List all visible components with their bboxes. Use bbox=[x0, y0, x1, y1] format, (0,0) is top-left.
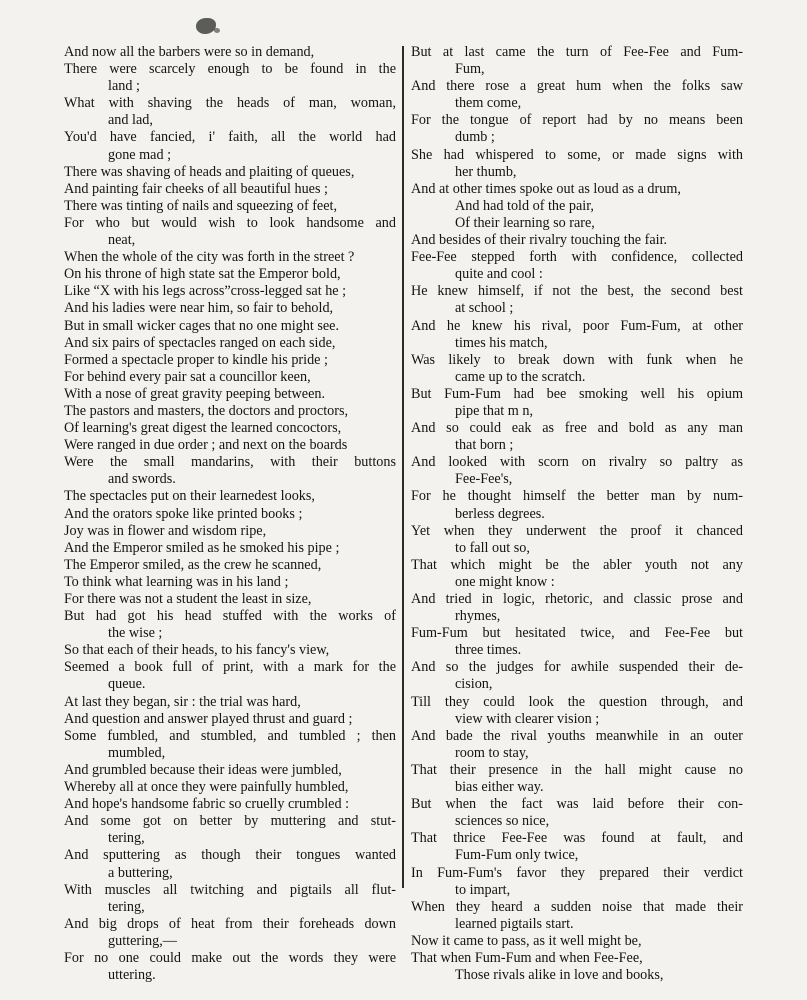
poem-line: Joy was in flower and wisdom ripe, bbox=[64, 522, 267, 539]
poem-line: When they heard a sudden noise that made their bbox=[411, 898, 743, 915]
poem-line: But in small wicker cages that no one might see. bbox=[64, 317, 340, 334]
poem-line: times his match, bbox=[455, 334, 548, 351]
poem-line: But Fum-Fum had bee smoking well his opium bbox=[411, 385, 743, 402]
poem-line: queue. bbox=[108, 676, 146, 693]
poem-line: The spectacles put on their learnedest looks, bbox=[64, 488, 315, 505]
poem-line: And at other times spoke out as loud as a drum, bbox=[411, 180, 681, 197]
poem-line: And he knew his rival, poor Fum-Fum, at other bbox=[411, 317, 743, 334]
poem-line: learned pigtails start. bbox=[455, 915, 574, 932]
poem-line: Of their learning so rare, bbox=[455, 214, 595, 231]
poem-line: And big drops of heat from their foreheads down bbox=[64, 915, 396, 932]
poem-line: Formed a spectacle proper to kindle his pride ; bbox=[64, 351, 328, 368]
poem-line: There were scarcely enough to be found in the bbox=[64, 61, 396, 78]
poem-line: mumbled, bbox=[108, 744, 166, 761]
poem-line: guttering,— bbox=[108, 932, 177, 949]
poem-line: Were ranged in due order ; and next on the boards bbox=[64, 437, 348, 454]
poem-line: In Fum-Fum's favor they prepared their verdict bbox=[411, 864, 743, 881]
poem-line: to impart, bbox=[455, 881, 511, 898]
poem-line: She had whispered to some, or made signs with bbox=[411, 146, 743, 163]
poem-line: Seemed a book full of print, with a mark for the bbox=[64, 659, 396, 676]
poem-line: And question and answer played thrust and guard ; bbox=[64, 710, 353, 727]
poem-line: gone mad ; bbox=[108, 146, 172, 163]
poem-line: For behind every pair sat a councillor keen, bbox=[64, 368, 311, 385]
poem-line: Till they could look the question through, and bbox=[411, 693, 743, 710]
column-divider bbox=[402, 46, 404, 888]
poem-line: Whereby all at once they were painfully humbled, bbox=[64, 779, 349, 796]
poem-line: But had got his head stuffed with the works of bbox=[64, 608, 396, 625]
poem-line: And so could eak as free and bold as any man bbox=[411, 420, 743, 437]
poem-line: a buttering, bbox=[108, 864, 173, 881]
poem-line: He knew himself, if not the best, the second best bbox=[411, 283, 743, 300]
poem-line: neat, bbox=[108, 232, 136, 249]
poem-line: that born ; bbox=[455, 437, 514, 454]
poem-line: tering, bbox=[108, 898, 145, 915]
poem-line: And so the judges for awhile suspended their de- bbox=[411, 659, 743, 676]
poem-line: You'd have fancied, i' faith, all the world had bbox=[64, 129, 396, 146]
poem-line: With a nose of great gravity peeping between. bbox=[64, 385, 326, 402]
poem-line: That their presence in the hall might cause no bbox=[411, 761, 743, 778]
poem-line: Those rivals alike in love and books, bbox=[455, 967, 664, 984]
right-text-column bbox=[411, 44, 743, 984]
poem-line: Fum-Fum only twice, bbox=[455, 847, 579, 864]
poem-line: What with shaving the heads of man, woman, bbox=[64, 95, 396, 112]
poem-line: cision, bbox=[455, 676, 493, 693]
poem-line: the wise ; bbox=[108, 625, 163, 642]
poem-line: But at last came the turn of Fee-Fee and Fum- bbox=[411, 44, 743, 60]
poem-line: That when Fum-Fum and when Fee-Fee, bbox=[411, 949, 643, 966]
left-text-column bbox=[64, 44, 396, 984]
poem-line: For who but would wish to look handsome and bbox=[64, 214, 396, 231]
poem-line: There was tinting of nails and squeezing of feet, bbox=[64, 197, 338, 214]
poem-line: Fum-Fum but hesitated twice, and Fee-Fee but bbox=[411, 625, 743, 642]
poem-line: sciences so nice, bbox=[455, 813, 550, 830]
poem-line: Fee-Fee's, bbox=[455, 471, 513, 488]
poem-line: And his ladies were near him, so fair to behold, bbox=[64, 300, 334, 317]
poem-line: For no one could make out the words they were bbox=[64, 949, 396, 966]
poem-line: came up to the scratch. bbox=[455, 368, 586, 385]
poem-line: The pastors and masters, the doctors and proctors, bbox=[64, 402, 349, 419]
poem-line: and swords. bbox=[108, 471, 176, 488]
poem-line: view with clearer vision ; bbox=[455, 710, 600, 727]
poem-line: For he thought himself the better man by num- bbox=[411, 488, 743, 505]
ink-blot bbox=[196, 18, 216, 34]
poem-line: And some got on better by muttering and stut- bbox=[64, 813, 396, 830]
poem-line: And the orators spoke like printed books ; bbox=[64, 505, 303, 522]
poem-line: tering, bbox=[108, 830, 145, 847]
poem-line: Were the small mandarins, with their buttons bbox=[64, 454, 396, 471]
poem-line: Was likely to break down with funk when he bbox=[411, 351, 743, 368]
poem-line: And hope's handsome fabric so cruelly crumbled : bbox=[64, 796, 350, 813]
poem-line: That thrice Fee-Fee was found at fault, and bbox=[411, 830, 743, 847]
poem-line: And besides of their rivalry touching the fair. bbox=[411, 232, 668, 249]
poem-line: But when the fact was laid before their con- bbox=[411, 796, 743, 813]
poem-line: On his throne of high state sat the Emperor bold, bbox=[64, 266, 341, 283]
poem-line: Like “X with his legs across”cross-legged sat he ; bbox=[64, 283, 347, 300]
poem-line: And had told of the pair, bbox=[455, 197, 594, 214]
poem-line: The Emperor smiled, as the crew he scanned, bbox=[64, 556, 322, 573]
poem-line: And grumbled because their ideas were jumbled, bbox=[64, 761, 342, 778]
poem-line: For there was not a student the least in size, bbox=[64, 591, 312, 607]
poem-line: And now all the barbers were so in demand, bbox=[64, 44, 315, 60]
poem-line: bias either way. bbox=[455, 779, 544, 796]
poem-line: For the tongue of report had by no means been bbox=[411, 112, 743, 129]
poem-line: quite and cool : bbox=[455, 266, 543, 283]
poem-line: Fum, bbox=[455, 61, 485, 78]
poem-line: At last they began, sir : the trial was hard, bbox=[64, 693, 301, 710]
poem-line: three times. bbox=[455, 642, 522, 659]
poem-line: land ; bbox=[108, 78, 140, 95]
poem-line: pipe that m n, bbox=[455, 402, 534, 419]
ink-blot bbox=[214, 28, 220, 33]
poem-line: dumb ; bbox=[455, 129, 495, 146]
poem-line: And sputtering as though their tongues wanted bbox=[64, 847, 396, 864]
poem-line: And painting fair cheeks of all beautiful hues ; bbox=[64, 180, 328, 197]
poem-line: That which might be the abler youth not any bbox=[411, 556, 743, 573]
poem-line: Yet when they underwent the proof it chanced bbox=[411, 522, 743, 539]
poem-line: And tried in logic, rhetoric, and classic prose and bbox=[411, 591, 743, 607]
poem-line: Now it came to pass, as it well might be, bbox=[411, 932, 642, 949]
poem-line: to fall out so, bbox=[455, 539, 530, 556]
poem-line: When the whole of the city was forth in the street ? bbox=[64, 249, 355, 266]
poem-line: To think what learning was in his land ; bbox=[64, 573, 289, 590]
poem-line: And looked with scorn on rivalry so paltry as bbox=[411, 454, 743, 471]
poem-line: at school ; bbox=[455, 300, 514, 317]
poem-line: Of learning's great digest the learned concoctors, bbox=[64, 420, 342, 437]
poem-line: and lad, bbox=[108, 112, 153, 129]
poem-line: berless degrees. bbox=[455, 505, 545, 522]
poem-line: There was shaving of heads and plaiting of queues, bbox=[64, 163, 355, 180]
poem-line: uttering. bbox=[108, 967, 156, 984]
poem-line: Some fumbled, and stumbled, and tumbled ; then bbox=[64, 727, 396, 744]
poem-line: And bade the rival youths meanwhile in an outer bbox=[411, 727, 743, 744]
poem-line: them come, bbox=[455, 95, 522, 112]
poem-line: With muscles all twitching and pigtails all flut- bbox=[64, 881, 396, 898]
poem-line: And the Emperor smiled as he smoked his pipe ; bbox=[64, 539, 340, 556]
poem-line: her thumb, bbox=[455, 163, 517, 180]
poem-line: And six pairs of spectacles ranged on each side, bbox=[64, 334, 336, 351]
poem-line: rhymes, bbox=[455, 608, 501, 625]
poem-line: Fee-Fee stepped forth with confidence, collected bbox=[411, 249, 743, 266]
poem-line: room to stay, bbox=[455, 744, 529, 761]
poem-line: And there rose a great hum when the folks saw bbox=[411, 78, 743, 95]
poem-line: So that each of their heads, to his fancy's view, bbox=[64, 642, 330, 659]
poem-line: one might know : bbox=[455, 573, 555, 590]
